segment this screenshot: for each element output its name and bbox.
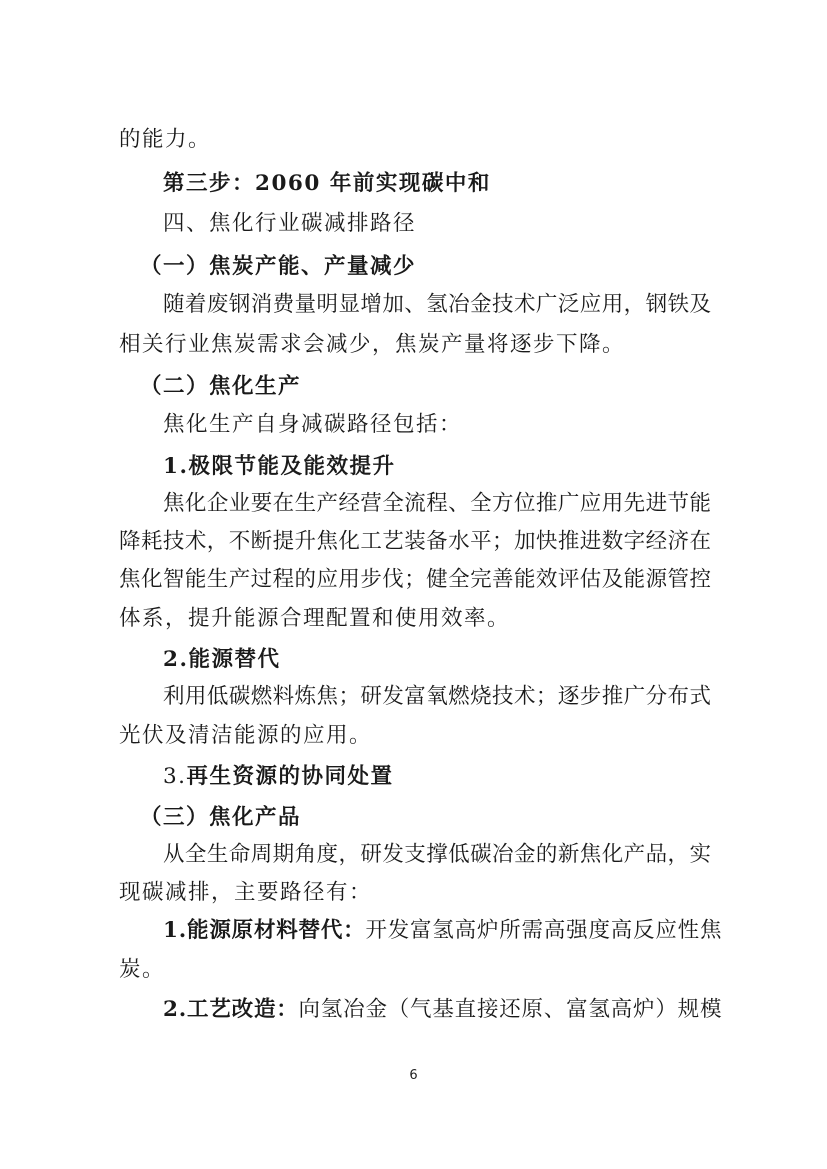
item-heading: 1.极限节能及能效提升	[163, 454, 396, 479]
paragraph-line: 光伏及清洁能源的应用。	[119, 723, 373, 748]
item-heading	[163, 760, 711, 794]
paragraph-line: 炭。	[119, 957, 166, 982]
paragraph-line: 降耗技术，不断提升焦化工艺装备水平；加快推进数字经济在	[119, 529, 711, 554]
item-heading: 2.能源替代	[163, 647, 281, 672]
paragraph-line: 随着废钢消费量明显增加、氢冶金技术广泛应用，钢铁及	[163, 292, 711, 317]
paragraph-line: 利用低碳燃料炼焦；研发富氧燃烧技术；逐步推广分布式	[163, 684, 711, 709]
subsection-heading: （二）焦化生产	[140, 374, 302, 399]
item-number: 3.	[163, 764, 187, 789]
item-text: 开发富氢高炉所需高强度高反应性焦	[365, 918, 723, 943]
item-label: 2.工艺改造：	[163, 997, 299, 1022]
paragraph-line: 焦化智能生产过程的应用步伐；健全完善能效评估及能源管控	[119, 567, 711, 592]
paragraph-line: 现碳减排，主要路径有：	[119, 880, 373, 905]
heading-step-three: 第三步：2060 年前实现碳中和	[163, 171, 491, 196]
item-label: 1.能源原材料替代：	[163, 918, 366, 943]
subsection-heading: （一）焦炭产能、产量减少	[140, 254, 417, 279]
paragraph-line	[163, 993, 723, 1027]
section-heading: 四、焦化行业碳减排路径	[163, 211, 417, 236]
item-text: 向氢冶金（气基直接还原、富氢高炉）规模	[298, 997, 723, 1022]
paragraph-line	[163, 914, 723, 948]
paragraph-line: 体系，提升能源合理配置和使用效率。	[119, 606, 511, 631]
paragraph-line: 相关行业焦炭需求会减少，焦炭产量将逐步下降。	[119, 332, 626, 357]
subsection-heading: （三）焦化产品	[140, 805, 302, 830]
paragraph-line: 的能力。	[119, 127, 212, 152]
paragraph-line: 从全生命周期角度，研发支撑低碳冶金的新焦化产品，实	[163, 842, 711, 867]
item-title: 再生资源的协同处置	[186, 764, 394, 789]
paragraph-line: 焦化企业要在生产经营全流程、全方位推广应用先进节能	[163, 491, 711, 516]
page-number: 6	[409, 1068, 418, 1083]
paragraph-line: 焦化生产自身减碳路径包括：	[163, 412, 463, 437]
